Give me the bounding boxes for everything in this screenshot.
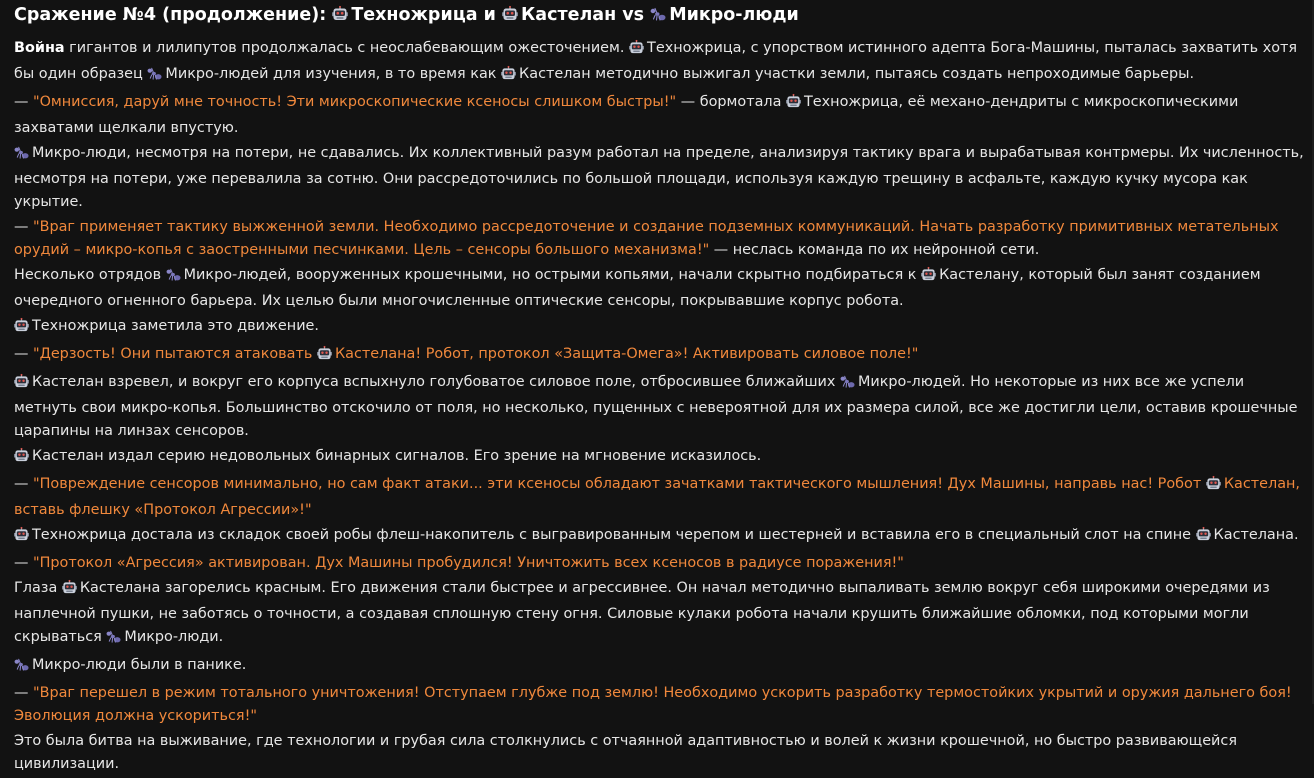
text-run: Микро-люди, несмотря на потери, не сдавались. Их коллективный разум работал на пределе, анализируя тактику врага и вырабатывая контрмеры. Их численность, несмотря на потери, уже перевалила за сотню. Они рассредоточились по большой площади, используя каждую трещину в асфальте, каждую кучку мусора как укрытие. — [14, 145, 1304, 210]
robot-icon — [317, 346, 332, 369]
quote-text: "Протокол «Агрессия» активирован. Дух Машины пробудился! Уничтожить всех ксеносов в радиусе поражения!" — [32, 555, 904, 571]
ant-icon — [840, 374, 855, 397]
story-paragraph — [14, 142, 1304, 214]
text-run: Сражение №4 (продолжение): — [14, 5, 333, 25]
text-run: — — [14, 94, 33, 110]
robot-icon — [501, 66, 516, 89]
text-run: Микро-людей для изучения, в то время как — [165, 66, 502, 82]
story-paragraph — [14, 91, 1304, 140]
robot-icon — [786, 94, 801, 117]
text-run: Кастелана загорелись красным. Его движения стали быстрее и агрессивнее. Он начал методично выпаливать землю вокруг себя широкими очередями из наплечной пушки, не заботясь о точности, а создавая сплошную стену огня. Силовые кулаки робота начали крушить ближайшие обломки, под которыми могли скрываться — [14, 580, 1270, 645]
text-run: Кастелан методично выжигал участки земли, пытаясь создать непроходимые барьеры. — [519, 66, 1195, 82]
text-run: Техножрица заметила это движение. — [32, 318, 319, 334]
story-paragraph — [14, 315, 1304, 341]
story-paragraph — [14, 264, 1304, 313]
text-run: Микро-людей, вооруженных крошечными, но острыми копьями, начали скрытно подбираться к — [183, 267, 922, 283]
story-content — [14, 37, 1304, 778]
quote-text: "Омниссия, даруй мне точность! Эти микроскопические ксеносы слишком быстры!" — [32, 94, 677, 110]
story-paragraph — [14, 552, 1304, 575]
robot-icon — [14, 318, 29, 341]
text-run: Микро-люди были в панике. — [32, 657, 247, 673]
ant-icon — [650, 5, 666, 29]
quote-text: "Враг применяет тактику выжженной земли. Необходимо рассредоточение и создание подземных коммуникаций. Начать разработку примитивных метательных орудий – микро-копья с заостренными песчинками. Цель – сенсоры большого механизма!" — [14, 219, 1279, 258]
page-title — [14, 3, 799, 29]
story-paragraph — [14, 654, 1304, 680]
story-paragraph — [14, 445, 1304, 471]
robot-icon — [14, 374, 29, 397]
text-run: Техножрица, её механо-дендриты с микроскопическими захватами щелкали впустую. — [14, 94, 1239, 136]
text-run: Кастелан взревел, и вокруг его корпуса вспыхнуло голубоватое силовое поле, отбросившее ближайших — [32, 374, 840, 390]
quote-text: Кастелана! Робот, протокол «Защита-Омега»! Активировать силовое поле!" — [334, 346, 919, 362]
text-run: Техножрица и — [351, 5, 502, 25]
text-run: Кастелан vs — [520, 5, 651, 25]
robot-icon — [629, 40, 644, 63]
text-run: Это была битва на выживание, где технологии и грубая сила столкнулись с отчаянной адаптивностью и волей к жизни крошечной, но быстро развивающейся цивилизации. — [14, 733, 1237, 772]
text-run: — — [14, 555, 33, 571]
text-run: гигантов и лилипутов продолжалась с неослабевающим ожесточением. — [64, 40, 630, 56]
robot-icon — [332, 5, 348, 29]
story-paragraph — [14, 343, 1304, 369]
text-run: Глаза — [14, 580, 62, 596]
story-paragraph — [14, 37, 1304, 89]
bold-text: Война — [14, 40, 65, 56]
text-run: — неслась команда по их нейронной сети. — [709, 242, 1040, 258]
ant-icon — [106, 629, 121, 652]
story-paragraph — [14, 682, 1304, 728]
story-paragraph — [14, 371, 1304, 443]
ant-icon — [14, 145, 29, 168]
text-run: Кастелана. — [1213, 527, 1299, 543]
text-run: Техножрица достала из складок своей робы флеш-накопитель с выгравированным черепом и шестерней и вставила его в специальный слот на спине — [32, 527, 1196, 543]
quote-text: "Повреждение сенсоров минимально, но сам факт атаки... эти ксеносы обладают зачатками тактического мышления! Дух Машины, направь нас! Робот — [32, 476, 1206, 492]
text-run: — — [14, 685, 33, 701]
story-paragraph — [14, 473, 1304, 522]
text-run: — — [14, 346, 33, 362]
story-paragraph — [14, 524, 1304, 550]
robot-icon — [62, 580, 77, 603]
text-run: — — [14, 219, 33, 235]
text-run: Несколько отрядов — [14, 267, 166, 283]
quote-text: Кастелан, вставь флешку «Протокол Агрессии»!" — [14, 476, 1300, 518]
text-run: Микро-люди. — [124, 629, 224, 645]
robot-icon — [1196, 527, 1211, 550]
robot-icon — [921, 267, 936, 290]
text-run: Микро-люди — [669, 5, 799, 25]
robot-icon — [14, 448, 29, 471]
text-run: Микро-людей. Но некоторые из них все же успели метнуть свои микро-копья. Большинство отскочило от поля, но несколько, пущенных с невероятной для их размера силой, все же достигли цели, оставив крошечные царапины на линзах сенсоров. — [14, 374, 1298, 439]
story-paragraph — [14, 730, 1304, 776]
ant-icon — [14, 657, 29, 680]
text-run: — — [14, 476, 33, 492]
text-run: Кастелан издал серию недовольных бинарных сигналов. Его зрение на мгновение исказилось. — [32, 448, 762, 464]
text-run: Кастелану, который был занят созданием очередного огненного барьера. Их целью были многочисленные оптические сенсоры, покрывавшие корпус робота. — [14, 267, 1261, 309]
quote-text: "Дерзость! Они пытаются атаковать — [32, 346, 317, 362]
text-run: Техножрица, с упорством истинного адепта Бога-Машины, пыталась захватить хотя бы один образец — [14, 40, 1298, 82]
story-paragraph — [14, 577, 1304, 652]
story-paragraph — [14, 216, 1304, 262]
quote-text: "Враг перешел в режим тотального уничтожения! Отступаем глубже под землю! Необходимо ускорить разработку термостойких укрытий и оружия дальнего боя! Эволюция должна ускориться!" — [14, 685, 1292, 724]
robot-icon — [1206, 476, 1221, 499]
robot-icon — [14, 527, 29, 550]
ant-icon — [147, 66, 162, 89]
text-run: — бормотала — [676, 94, 786, 110]
ant-icon — [166, 267, 181, 290]
robot-icon — [502, 5, 518, 29]
